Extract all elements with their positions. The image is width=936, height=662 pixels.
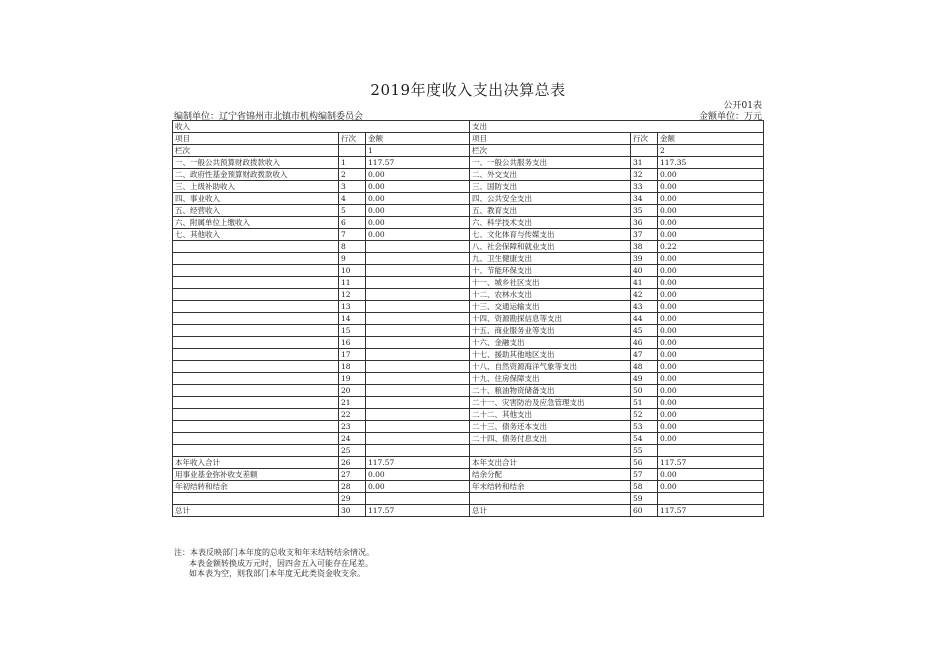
income-item-cell xyxy=(173,313,339,325)
expense-row-no-cell: 45 xyxy=(631,325,658,337)
table-row xyxy=(173,445,764,457)
compiling-unit: 编制单位：辽宁省锦州市北镇市机构编制委员会 xyxy=(174,112,364,122)
expense-item-cell: 二十二、其他支出 xyxy=(470,409,631,421)
income-amount-cell xyxy=(366,433,470,445)
expense-amount-cell: 0.00 xyxy=(658,217,764,229)
expense-amount-header: 金额 xyxy=(658,133,764,145)
table-row xyxy=(173,409,764,421)
expense-row-no-cell: 52 xyxy=(631,409,658,421)
income-row-no-header: 行次 xyxy=(339,133,366,145)
expense-row-no-cell: 42 xyxy=(631,289,658,301)
income-item-cell xyxy=(173,421,339,433)
income-amount-cell xyxy=(366,445,470,457)
expense-row-no-cell: 53 xyxy=(631,421,658,433)
income-item-cell: 年初结转和结余 xyxy=(173,481,339,493)
expense-item-cell xyxy=(470,493,631,505)
table-code: 公开01表 xyxy=(723,101,762,111)
expense-amount-cell: 0.00 xyxy=(658,385,764,397)
income-item-cell xyxy=(173,265,339,277)
expense-item-cell: 总计 xyxy=(470,505,631,517)
income-amount-cell: 0.00 xyxy=(366,217,470,229)
income-row-no-cell: 8 xyxy=(339,241,366,253)
expense-item-cell: 六、科学技术支出 xyxy=(470,217,631,229)
table-header-row-columns xyxy=(173,133,764,145)
expense-item-cell: 九、卫生健康支出 xyxy=(470,253,631,265)
expense-amount-cell: 0.00 xyxy=(658,337,764,349)
income-item-cell xyxy=(173,337,339,349)
income-row-no-cell: 6 xyxy=(339,217,366,229)
income-amount-cell: 117.57 xyxy=(366,457,470,469)
income-item-cell: 七、其他收入 xyxy=(173,229,339,241)
income-row-no-cell: 22 xyxy=(339,409,366,421)
expense-item-cell: 八、社会保障和就业支出 xyxy=(470,241,631,253)
expense-amount-cell: 0.00 xyxy=(658,181,764,193)
expense-item-cell: 十、节能环保支出 xyxy=(470,265,631,277)
table-row xyxy=(173,205,764,217)
expense-amount-cell: 117.57 xyxy=(658,457,764,469)
expense-item-cell: 十一、城乡社区支出 xyxy=(470,277,631,289)
table-row xyxy=(173,169,764,181)
income-amount-cell xyxy=(366,337,470,349)
expense-item-cell: 二十、粮油物资储备支出 xyxy=(470,385,631,397)
income-row-no-cell: 5 xyxy=(339,205,366,217)
income-item-cell: 一、一般公共预算财政拨款收入 xyxy=(173,157,339,169)
income-section-header: 收入 xyxy=(173,121,470,133)
expense-amount-cell: 117.57 xyxy=(658,505,764,517)
income-item-cell: 总计 xyxy=(173,505,339,517)
expense-amount-cell xyxy=(658,493,764,505)
income-item-cell xyxy=(173,253,339,265)
income-row-no-cell: 14 xyxy=(339,313,366,325)
expense-item-cell: 本年支出合计 xyxy=(470,457,631,469)
income-amount-cell: 0.00 xyxy=(366,193,470,205)
expense-amount-cell: 0.00 xyxy=(658,301,764,313)
income-item-cell xyxy=(173,277,339,289)
table-row xyxy=(173,313,764,325)
income-row-no-cell: 1 xyxy=(339,157,366,169)
table-row xyxy=(173,397,764,409)
income-row-no-cell: 19 xyxy=(339,373,366,385)
table-header-row-section xyxy=(173,121,764,133)
expense-row-no-cell: 44 xyxy=(631,313,658,325)
expense-amount-cell: 117.35 xyxy=(658,157,764,169)
expense-row-no-cell: 41 xyxy=(631,277,658,289)
table-row xyxy=(173,217,764,229)
income-row-no-cell: 23 xyxy=(339,421,366,433)
income-amount-cell xyxy=(366,289,470,301)
expense-item-cell: 十二、农林水支出 xyxy=(470,289,631,301)
expense-item-cell: 十三、交通运输支出 xyxy=(470,301,631,313)
expense-item-cell: 五、教育支出 xyxy=(470,205,631,217)
expense-amount-cell: 0.00 xyxy=(658,253,764,265)
income-item-cell xyxy=(173,385,339,397)
income-row-no-cell: 28 xyxy=(339,481,366,493)
expense-item-cell: 十五、商业服务业等支出 xyxy=(470,325,631,337)
footnote-3: 如本表为空，则我部门本年度无此类资金收支余。 xyxy=(189,569,365,578)
table-row xyxy=(173,421,764,433)
expense-amount-cell: 0.00 xyxy=(658,481,764,493)
income-amount-cell xyxy=(366,325,470,337)
table-row xyxy=(173,289,764,301)
income-item-cell xyxy=(173,289,339,301)
income-col-index: 1 xyxy=(366,145,470,157)
expense-amount-cell: 0.00 xyxy=(658,433,764,445)
income-amount-cell: 0.00 xyxy=(366,481,470,493)
expense-row-no-cell: 35 xyxy=(631,205,658,217)
income-amount-cell xyxy=(366,253,470,265)
expense-item-cell: 二十三、债务还本支出 xyxy=(470,421,631,433)
income-row-no-cell: 13 xyxy=(339,301,366,313)
table-row xyxy=(173,349,764,361)
expense-amount-cell: 0.22 xyxy=(658,241,764,253)
table-row xyxy=(173,157,764,169)
expense-item-cell: 二十一、灾害防治及应急管理支出 xyxy=(470,397,631,409)
footnote-1: 注：本表反映部门本年度的总收支和年末结转结余情况。 xyxy=(174,548,374,557)
income-row-no-cell: 4 xyxy=(339,193,366,205)
income-amount-cell xyxy=(366,409,470,421)
expense-amount-cell: 0.00 xyxy=(658,361,764,373)
expense-amount-cell: 0.00 xyxy=(658,193,764,205)
income-row-no-cell: 20 xyxy=(339,385,366,397)
income-amount-cell: 117.57 xyxy=(366,157,470,169)
income-item-cell xyxy=(173,373,339,385)
income-amount-cell xyxy=(366,277,470,289)
expense-row-no-cell: 55 xyxy=(631,445,658,457)
expense-item-cell: 十四、资源勘探信息等支出 xyxy=(470,313,631,325)
summary-table xyxy=(172,120,764,517)
income-amount-cell xyxy=(366,421,470,433)
expense-row-no-cell: 39 xyxy=(631,253,658,265)
table-row xyxy=(173,373,764,385)
expense-amount-cell: 0.00 xyxy=(658,409,764,421)
expense-amount-cell: 0.00 xyxy=(658,349,764,361)
expense-amount-cell: 0.00 xyxy=(658,397,764,409)
income-amount-cell: 0.00 xyxy=(366,469,470,481)
income-item-cell: 本年收入合计 xyxy=(173,457,339,469)
income-amount-header: 金额 xyxy=(366,133,470,145)
table-row xyxy=(173,457,764,469)
expense-row-no-cell: 40 xyxy=(631,265,658,277)
income-row-no-cell: 29 xyxy=(339,493,366,505)
expense-amount-cell: 0.00 xyxy=(658,313,764,325)
expense-row-no-cell: 51 xyxy=(631,397,658,409)
income-item-cell: 二、政府性基金预算财政拨款收入 xyxy=(173,169,339,181)
expense-item-cell: 十七、援助其他地区支出 xyxy=(470,349,631,361)
income-item-cell: 用事业基金弥补收支差额 xyxy=(173,469,339,481)
income-row-no-cell: 25 xyxy=(339,445,366,457)
income-amount-cell xyxy=(366,241,470,253)
expense-amount-cell: 0.00 xyxy=(658,205,764,217)
income-amount-cell: 0.00 xyxy=(366,205,470,217)
expense-amount-cell: 0.00 xyxy=(658,289,764,301)
expense-amount-cell: 0.00 xyxy=(658,277,764,289)
income-row-no-cell: 27 xyxy=(339,469,366,481)
table-row xyxy=(173,265,764,277)
income-amount-cell xyxy=(366,385,470,397)
expense-item-cell: 七、文化体育与传媒支出 xyxy=(470,229,631,241)
income-col-blank xyxy=(339,145,366,157)
page-title: 2019年度收入支出决算总表 xyxy=(370,81,566,99)
income-row-no-cell: 30 xyxy=(339,505,366,517)
income-item-cell xyxy=(173,397,339,409)
expense-row-no-cell: 34 xyxy=(631,193,658,205)
table-row xyxy=(173,433,764,445)
footnote-2: 本表金额转换成万元时，因四舍五入可能存在尾差。 xyxy=(189,558,373,568)
income-item-cell xyxy=(173,325,339,337)
expense-row-no-cell: 36 xyxy=(631,217,658,229)
income-item-cell xyxy=(173,433,339,445)
table-row xyxy=(173,253,764,265)
expense-row-no-cell: 57 xyxy=(631,469,658,481)
expense-amount-cell xyxy=(658,445,764,457)
income-item-cell xyxy=(173,493,339,505)
table-row xyxy=(173,493,764,505)
table-row xyxy=(173,481,764,493)
income-item-cell xyxy=(173,241,339,253)
expense-amount-cell: 0.00 xyxy=(658,421,764,433)
income-item-cell xyxy=(173,445,339,457)
income-amount-cell xyxy=(366,361,470,373)
expense-item-cell: 十八、自然资源海洋气象等支出 xyxy=(470,361,631,373)
income-row-no-cell: 16 xyxy=(339,337,366,349)
income-col-label: 栏次 xyxy=(173,145,339,157)
income-amount-cell: 0.00 xyxy=(366,181,470,193)
expense-row-no-cell: 33 xyxy=(631,181,658,193)
expense-item-cell: 四、公共安全支出 xyxy=(470,193,631,205)
expense-row-no-cell: 54 xyxy=(631,433,658,445)
income-amount-cell xyxy=(366,493,470,505)
income-item-cell xyxy=(173,409,339,421)
income-row-no-cell: 15 xyxy=(339,325,366,337)
expense-row-no-cell: 32 xyxy=(631,169,658,181)
income-row-no-cell: 2 xyxy=(339,169,366,181)
expense-amount-cell: 0.00 xyxy=(658,325,764,337)
table-row xyxy=(173,181,764,193)
income-item-cell: 五、经营收入 xyxy=(173,205,339,217)
income-amount-cell: 117.57 xyxy=(366,505,470,517)
income-item-cell: 三、上级补助收入 xyxy=(173,181,339,193)
expense-col-blank xyxy=(631,145,658,157)
income-amount-cell: 0.00 xyxy=(366,229,470,241)
income-row-no-cell: 21 xyxy=(339,397,366,409)
income-item-cell: 四、事业收入 xyxy=(173,193,339,205)
expense-item-header: 项目 xyxy=(470,133,631,145)
income-item-cell: 六、附属单位上缴收入 xyxy=(173,217,339,229)
income-row-no-cell: 10 xyxy=(339,265,366,277)
expense-row-no-cell: 60 xyxy=(631,505,658,517)
income-row-no-cell: 3 xyxy=(339,181,366,193)
expense-row-no-cell: 43 xyxy=(631,301,658,313)
table-row xyxy=(173,301,764,313)
expense-item-cell xyxy=(470,445,631,457)
income-row-no-cell: 11 xyxy=(339,277,366,289)
expense-row-no-cell: 59 xyxy=(631,493,658,505)
footnotes xyxy=(174,548,374,580)
income-amount-cell xyxy=(366,373,470,385)
income-item-header: 项目 xyxy=(173,133,339,145)
expense-row-no-cell: 38 xyxy=(631,241,658,253)
table-row xyxy=(173,385,764,397)
money-unit: 金额单位：万元 xyxy=(698,112,762,122)
expense-row-no-cell: 49 xyxy=(631,373,658,385)
income-amount-cell: 0.00 xyxy=(366,169,470,181)
income-row-no-cell: 12 xyxy=(339,289,366,301)
expense-amount-cell: 0.00 xyxy=(658,373,764,385)
income-amount-cell xyxy=(366,265,470,277)
expense-row-no-cell: 46 xyxy=(631,337,658,349)
table-row xyxy=(173,505,764,517)
expense-amount-cell: 0.00 xyxy=(658,469,764,481)
table-row xyxy=(173,241,764,253)
expense-item-cell: 三、国防支出 xyxy=(470,181,631,193)
table-row xyxy=(173,193,764,205)
expense-row-no-cell: 56 xyxy=(631,457,658,469)
income-item-cell xyxy=(173,301,339,313)
table-row xyxy=(173,229,764,241)
expense-row-no-cell: 48 xyxy=(631,361,658,373)
table-row xyxy=(173,337,764,349)
expense-amount-cell: 0.00 xyxy=(658,265,764,277)
table-row xyxy=(173,277,764,289)
expense-item-cell: 年末结转和结余 xyxy=(470,481,631,493)
summary-table-body xyxy=(173,121,764,517)
income-row-no-cell: 17 xyxy=(339,349,366,361)
income-row-no-cell: 7 xyxy=(339,229,366,241)
income-row-no-cell: 18 xyxy=(339,361,366,373)
expense-item-cell: 一、一般公共服务支出 xyxy=(470,157,631,169)
expense-col-label: 栏次 xyxy=(470,145,631,157)
expense-row-no-cell: 47 xyxy=(631,349,658,361)
expense-row-no-cell: 58 xyxy=(631,481,658,493)
expense-amount-cell: 0.00 xyxy=(658,169,764,181)
expense-row-no-cell: 50 xyxy=(631,385,658,397)
income-amount-cell xyxy=(366,397,470,409)
income-row-no-cell: 9 xyxy=(339,253,366,265)
expense-section-header: 支出 xyxy=(470,121,764,133)
table-row xyxy=(173,469,764,481)
table-row xyxy=(173,361,764,373)
expense-row-no-header: 行次 xyxy=(631,133,658,145)
expense-col-index: 2 xyxy=(658,145,764,157)
expense-item-cell: 二、外交支出 xyxy=(470,169,631,181)
income-item-cell xyxy=(173,349,339,361)
income-row-no-cell: 24 xyxy=(339,433,366,445)
expense-item-cell: 二十四、债务付息支出 xyxy=(470,433,631,445)
expense-amount-cell: 0.00 xyxy=(658,229,764,241)
table-header-row-column-index xyxy=(173,145,764,157)
income-item-cell xyxy=(173,361,339,373)
expense-item-cell: 十六、金融支出 xyxy=(470,337,631,349)
income-amount-cell xyxy=(366,313,470,325)
expense-row-no-cell: 31 xyxy=(631,157,658,169)
expense-item-cell: 结余分配 xyxy=(470,469,631,481)
expense-item-cell: 十九、住房保障支出 xyxy=(470,373,631,385)
income-amount-cell xyxy=(366,349,470,361)
income-row-no-cell: 26 xyxy=(339,457,366,469)
table-row xyxy=(173,325,764,337)
expense-row-no-cell: 37 xyxy=(631,229,658,241)
income-amount-cell xyxy=(366,301,470,313)
